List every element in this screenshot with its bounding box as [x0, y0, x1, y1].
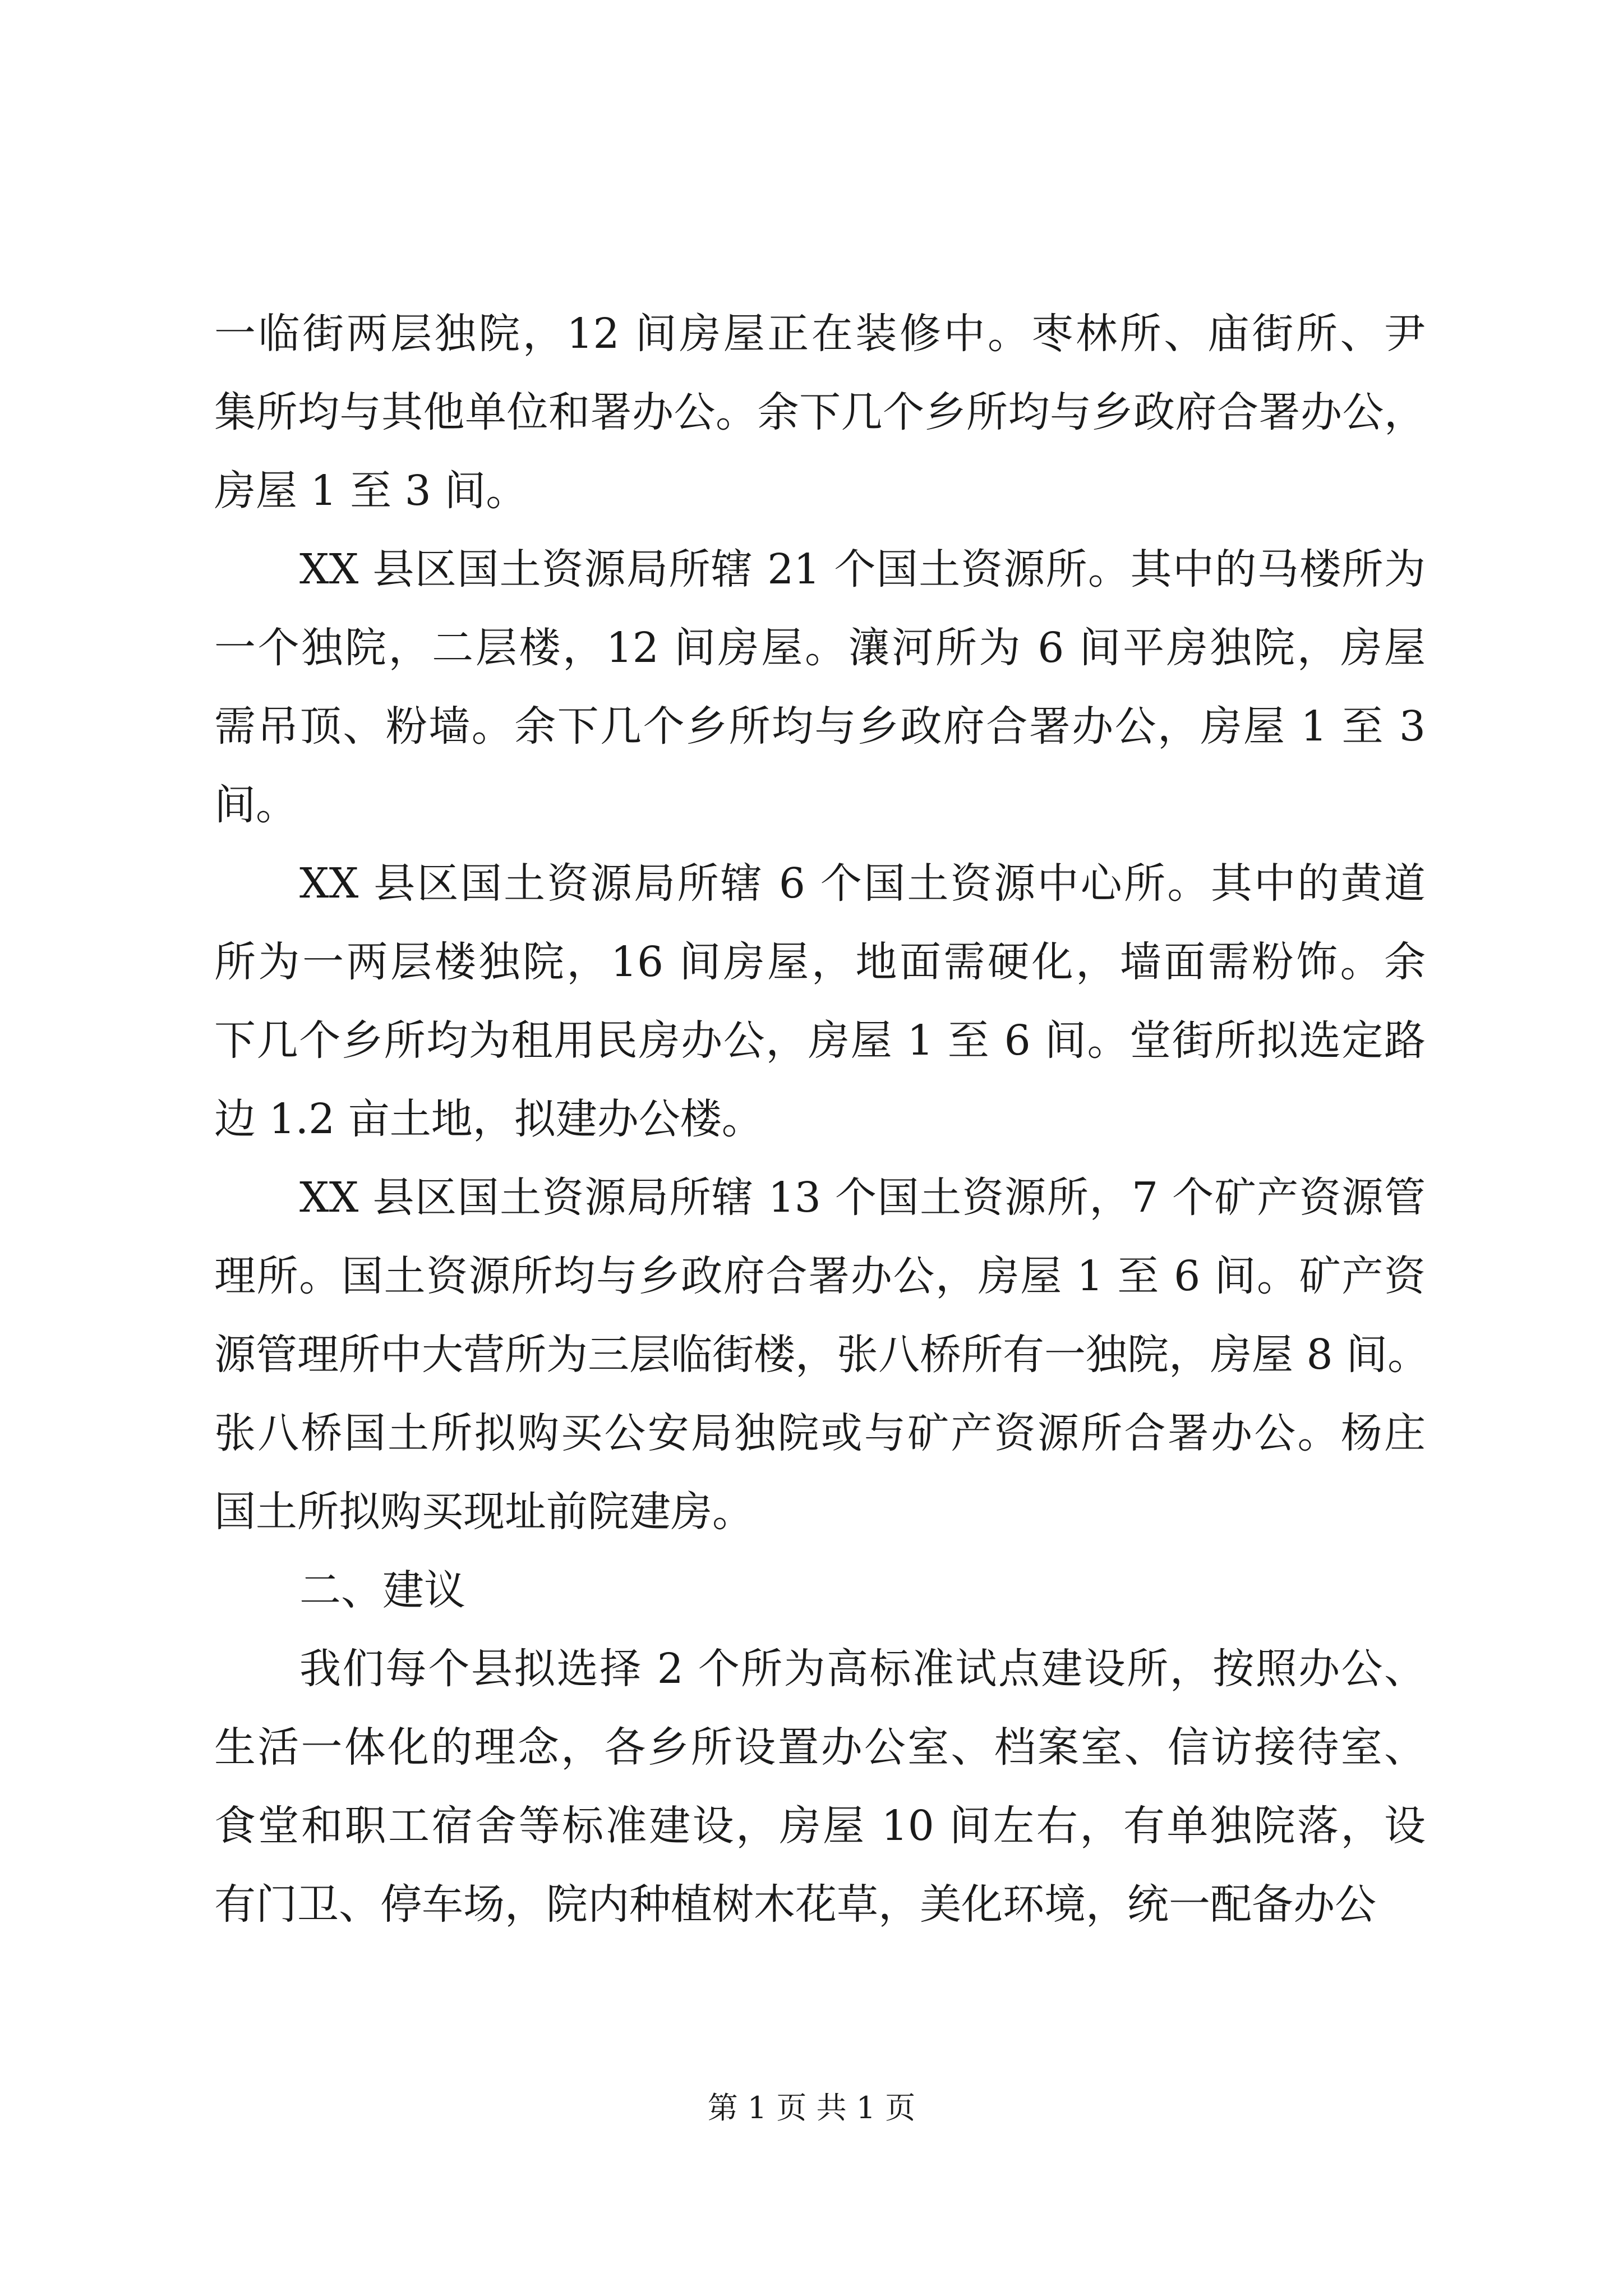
text-line: 间。	[214, 781, 297, 829]
text-line: 一临街两层独院，12 间房屋正在装修中。枣林所、庙街所、尹	[214, 310, 1426, 358]
text-line: 张八桥国土所拟购买公安局独院或与矿产资源所合署办公。杨庄	[214, 1409, 1426, 1457]
text-line: 生活一体化的理念，各乡所设置办公室、档案室、信访接待室、	[214, 1723, 1426, 1772]
paragraph	[214, 295, 1426, 530]
page-footer: 第 1 页 共 1 页	[707, 2090, 916, 2125]
text-line: 食堂和职工宿舍等标准建设，房屋 10 间左右，有单独院落，设	[214, 1802, 1426, 1850]
text-line: 下几个乡所均为租用民房办公，房屋 1 至 6 间。堂街所拟选定路	[214, 1016, 1426, 1065]
text-line: 集所均与其他单位和署办公。余下几个乡所均与乡政府合署办公，	[214, 388, 1426, 436]
text-line: 理所。国土资源所均与乡政府合署办公，房屋 1 至 6 间。矿产资	[214, 1252, 1426, 1300]
paragraph	[214, 1630, 1426, 1944]
paragraph	[214, 1158, 1430, 1551]
text-line: XX 县区国土资源局所辖 6 个国土资源中心所。其中的黄道	[299, 859, 1426, 908]
text-line: 边 1.2 亩土地，拟建办公楼。	[214, 1095, 763, 1143]
paragraph	[214, 1551, 1426, 1630]
document-body	[214, 295, 1430, 1944]
text-line: 所为一两层楼独院，16 间房屋，地面需硬化，墙面需粉饰。余	[214, 938, 1426, 986]
text-line: 有门卫、停车场，院内种植树木花草，美化环境，统一配备办公	[214, 1880, 1376, 1929]
paragraph	[214, 844, 1426, 1158]
text-line: 房屋 1 至 3 间。	[214, 467, 528, 515]
text-line: 我们每个县拟选择 2 个所为高标准试点建设所，按照办公、	[299, 1645, 1426, 1693]
text-line: 国土所拟购买现址前院建房。	[214, 1488, 754, 1536]
text-line: 源管理所中大营所为三层临街楼，张八桥所有一独院，房屋 8 间。	[214, 1331, 1430, 1379]
paragraph	[214, 530, 1426, 844]
text-line: 一个独院，二层楼，12 间房屋。瀼河所为 6 间平房独院，房屋	[214, 624, 1426, 672]
text-line: 需吊顶、粉墙。余下几个乡所均与乡政府合署办公，房屋 1 至 3	[214, 702, 1426, 751]
text-line: XX 县区国土资源局所辖 13 个国土资源所，7 个矿产资源管	[299, 1174, 1426, 1222]
text-line: 二、建议	[299, 1566, 465, 1614]
text-line: XX 县区国土资源局所辖 21 个国土资源所。其中的马楼所为	[299, 545, 1426, 593]
